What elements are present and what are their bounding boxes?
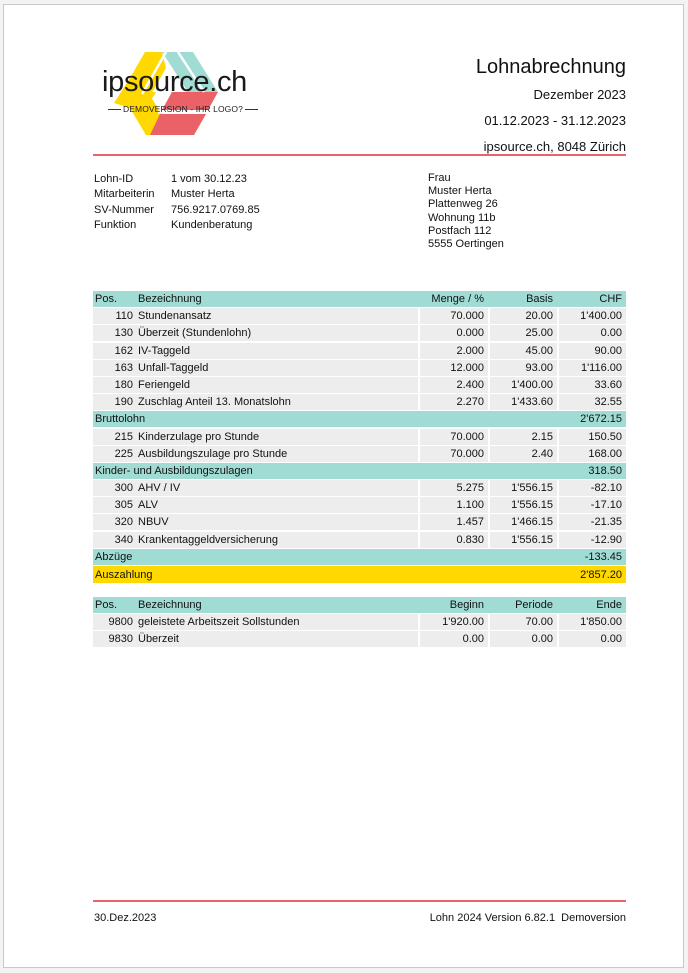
table-row [93, 497, 626, 513]
subtotal-value: 318.50 [588, 464, 622, 477]
logo-tagline-text: DEMOVERSION - IHR LOGO? [123, 104, 243, 114]
table-row [93, 308, 626, 324]
address-line: Frau [428, 172, 451, 184]
cell-bezeichnung: Stundenansatz [138, 308, 418, 324]
cell-col3: 0.000 [418, 325, 488, 341]
cell-pos: 305 [93, 497, 138, 513]
col-header-pos: Pos. [95, 293, 118, 305]
address-line: 5555 Oertingen [428, 238, 504, 251]
cell-bezeichnung: geleistete Arbeitszeit Sollstunden [138, 614, 418, 630]
cell-col4: 25.00 [488, 325, 557, 341]
subtotal-value: 2'672.15 [580, 413, 622, 426]
cell-pos: 215 [93, 429, 138, 445]
payout-label: Auszahlung [95, 568, 153, 581]
cell-col4: 1'466.15 [488, 514, 557, 530]
cell-pos: 225 [93, 446, 138, 462]
cell-bezeichnung: Überzeit [138, 631, 418, 647]
header-divider [93, 154, 626, 156]
table-header [93, 291, 626, 307]
cell-col4: 93.00 [488, 360, 557, 376]
table-row [93, 343, 626, 359]
payout-row [93, 566, 626, 583]
cell-bezeichnung: NBUV [138, 514, 418, 530]
pay-month: Dezember 2023 [533, 87, 626, 102]
col-header-periode: Periode [515, 599, 553, 611]
cell-bezeichnung: Überzeit (Stundenlohn) [138, 325, 418, 341]
cell-periode: 70.00 [488, 614, 557, 630]
cell-col4: 20.00 [488, 308, 557, 324]
cell-bezeichnung: Kinderzulage pro Stunde [138, 429, 418, 445]
time-accounts-body [93, 614, 626, 647]
cell-pos: 163 [93, 360, 138, 376]
info-value: 1 vom 30.12.23 [171, 173, 247, 185]
cell-pos: 162 [93, 343, 138, 359]
cell-bezeichnung: Krankentaggeldversicherung [138, 532, 418, 548]
cell-pos: 190 [93, 394, 138, 410]
footer-date: 30.Dez.2023 [94, 912, 157, 924]
info-label: Lohn-ID [94, 173, 134, 185]
cell-bezeichnung: Ausbildungszulage pro Stunde [138, 446, 418, 462]
cell-beginn: 0.00 [418, 631, 488, 647]
address-line: Muster Herta [428, 185, 492, 198]
cell-col5: 150.50 [557, 429, 626, 445]
logo-wordmark: ipsource.ch [102, 66, 247, 98]
col-header-chf: CHF [599, 293, 622, 305]
cell-ende: 1'850.00 [557, 614, 626, 630]
table-row [93, 429, 626, 445]
cell-pos: 180 [93, 377, 138, 393]
cell-col4: 1'400.00 [488, 377, 557, 393]
cell-col5: 168.00 [557, 446, 626, 462]
cell-ende: 0.00 [557, 631, 626, 647]
cell-col4: 2.15 [488, 429, 557, 445]
info-value: Kundenberatung [171, 218, 253, 231]
cell-col5: 32.55 [557, 394, 626, 410]
cell-col3: 70.000 [418, 308, 488, 324]
info-value: 756.9217.0769.85 [171, 203, 260, 216]
cell-col3: 2.400 [418, 377, 488, 393]
cell-col4: 1'556.15 [488, 532, 557, 548]
cell-col3: 0.830 [418, 532, 488, 548]
col-header-ende: Ende [596, 599, 622, 611]
table-row [93, 631, 626, 647]
subtotal-row [93, 463, 626, 479]
cell-col5: 1'400.00 [557, 308, 626, 324]
cell-bezeichnung: Feriengeld [138, 377, 418, 393]
cell-pos: 320 [93, 514, 138, 530]
subtotal-value: -133.45 [584, 550, 622, 563]
table-row [93, 532, 626, 548]
cell-bezeichnung: AHV / IV [138, 480, 418, 496]
cell-pos: 9800 [93, 614, 138, 630]
table-row [93, 325, 626, 341]
logo-tagline [106, 105, 260, 114]
cell-bezeichnung: Unfall-Taggeld [138, 360, 418, 376]
table-row [93, 514, 626, 530]
cell-col4: 1'556.15 [488, 480, 557, 496]
table-row [93, 480, 626, 496]
info-label: Funktion [94, 218, 137, 231]
cell-col5: -17.10 [557, 497, 626, 513]
cell-pos: 300 [93, 480, 138, 496]
cell-col4: 1'556.15 [488, 497, 557, 513]
col-header-beginn: Beginn [449, 599, 484, 611]
subtotal-row [93, 411, 626, 427]
cell-col4: 2.40 [488, 446, 557, 462]
info-value: Muster Herta [171, 188, 235, 201]
cell-pos: 9830 [93, 631, 138, 647]
cell-pos: 130 [93, 325, 138, 341]
company-logo [100, 48, 260, 140]
col-header-bezeichnung: Bezeichnung [138, 599, 202, 611]
info-label: Mitarbeiterin [94, 188, 155, 201]
payslip-body [93, 308, 626, 583]
footer-version: Lohn 2024 Version 6.82.1 Demoversion [429, 912, 626, 924]
cell-beginn: 1'920.00 [418, 614, 488, 630]
cell-col5: -82.10 [557, 480, 626, 496]
cell-col5: 33.60 [557, 377, 626, 393]
subtotal-label: Abzüge [95, 550, 133, 563]
col-header-basis: Basis [526, 293, 553, 305]
footer-divider [93, 900, 626, 902]
cell-bezeichnung: Zuschlag Anteil 13. Monatslohn [138, 394, 418, 410]
document-title: Lohnabrechnung [475, 56, 626, 78]
payslip-table [93, 291, 626, 584]
cell-col3: 5.275 [418, 480, 488, 496]
cell-col3: 70.000 [418, 429, 488, 445]
cell-col3: 2.270 [418, 394, 488, 410]
table-row [93, 360, 626, 376]
table-row [93, 394, 626, 410]
cell-col3: 1.100 [418, 497, 488, 513]
table-header [93, 597, 626, 613]
time-accounts-table [93, 597, 626, 649]
info-row-employee [94, 187, 260, 202]
table-row [93, 377, 626, 393]
cell-col5: -12.90 [557, 532, 626, 548]
cell-col4: 45.00 [488, 343, 557, 359]
payout-value: 2'857.20 [580, 568, 622, 581]
info-row-sv-number [94, 203, 260, 218]
cell-col4: 1'433.60 [488, 394, 557, 410]
subtotal-label: Kinder- und Ausbildungszulagen [95, 464, 253, 477]
cell-col5: 90.00 [557, 343, 626, 359]
subtotal-row [93, 549, 626, 565]
cell-col5: -21.35 [557, 514, 626, 530]
cell-pos: 110 [93, 308, 138, 324]
recipient-address [428, 172, 504, 251]
address-line: Postfach 112 [428, 224, 492, 237]
col-header-bezeichnung: Bezeichnung [138, 293, 202, 305]
cell-pos: 340 [93, 532, 138, 548]
col-header-menge: Menge / % [431, 293, 484, 305]
pay-period: 01.12.2023 - 31.12.2023 [484, 113, 626, 128]
cell-col3: 1.457 [418, 514, 488, 530]
subtotal-label: Bruttolohn [95, 413, 146, 426]
cell-col3: 12.000 [418, 360, 488, 376]
col-header-pos: Pos. [95, 599, 118, 611]
address-line: Wohnung 11b [428, 211, 496, 224]
cell-col5: 0.00 [557, 325, 626, 341]
cell-bezeichnung: IV-Taggeld [138, 343, 418, 359]
company-address: ipsource.ch, 8048 Zürich [483, 139, 626, 154]
info-row-lohn-id [94, 172, 260, 187]
cell-bezeichnung: ALV [138, 497, 418, 513]
table-row [93, 614, 626, 630]
address-line: Plattenweg 26 [428, 198, 498, 211]
info-label: SV-Nummer [94, 203, 154, 216]
employee-info [94, 172, 260, 233]
cell-col3: 70.000 [418, 446, 488, 462]
info-row-function [94, 218, 260, 233]
cell-col5: 1'116.00 [557, 360, 626, 376]
cell-col3: 2.000 [418, 343, 488, 359]
table-row [93, 446, 626, 462]
cell-periode: 0.00 [488, 631, 557, 647]
